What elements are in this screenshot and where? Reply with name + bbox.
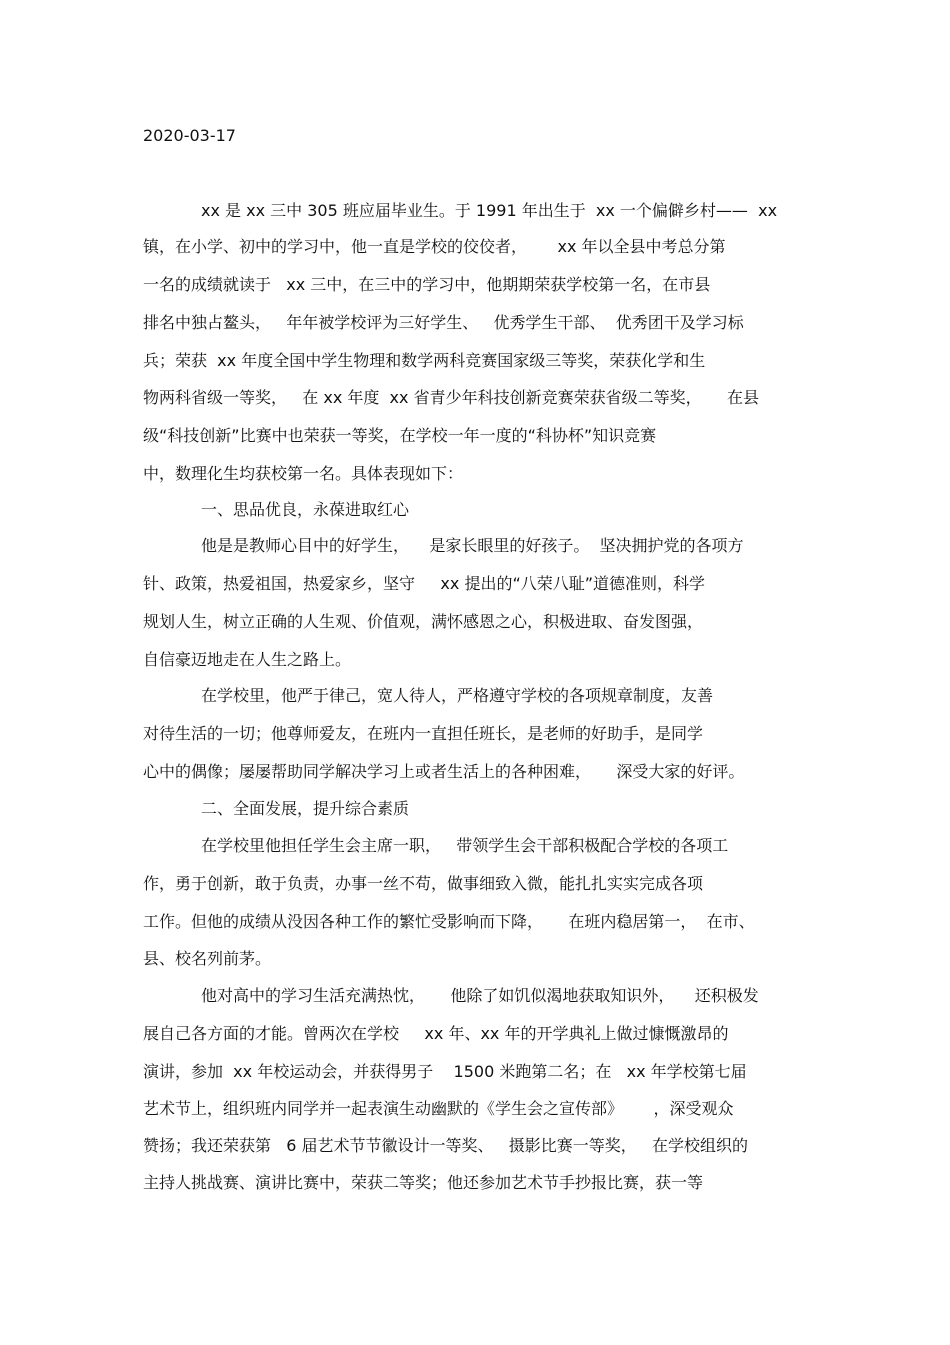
text-line: 主持人挑战赛、演讲比赛中，荣获二等奖；他还参加艺术节手抄报比赛，获一等 — [143, 1173, 704, 1192]
text-line: 级“科技创新”比赛中也荣获一等奖，在学校一年一度的“科协杯”知识竞赛 — [143, 426, 657, 445]
text-line: xx 是 xx 三中 305 班应届毕业生。于 1991 年出生于 xx 一个偏僻乡村—— xx — [201, 201, 778, 220]
text-line: 中，数理化生均获校第一名。具体表现如下： — [143, 464, 464, 483]
text-line: 排名中独占鳌头， 年年被学校评为三好学生、 优秀学生干部、 优秀团干及学习标 — [143, 313, 744, 332]
text-line: 对待生活的一切；他尊师爱友，在班内一直担任班长，是老师的好助手，是同学 — [143, 724, 704, 743]
section-heading: 二、全面发展，提升综合素质 — [201, 799, 410, 818]
text-line: 镇，在小学、初中的学习中，他一直是学校的佼佼者， xx 年以全县中考总分第 — [143, 237, 726, 256]
text-line: 工作。但他的成绩从没因各种工作的繁忙受影响而下降， 在班内稳居第一， 在市、 — [143, 912, 755, 931]
document-date: 2020-03-17 — [143, 126, 236, 145]
text-line: 心中的偶像；屡屡帮助同学解决学习上或者生活上的各种困难， 深受大家的好评。 — [143, 762, 745, 781]
text-line: 他是是教师心目中的好学生， 是家长眼里的好孩子。 坚决拥护党的各项方 — [201, 536, 744, 555]
section-heading: 一、思品优良，永葆进取红心 — [201, 500, 410, 519]
text-line: 县、校名列前茅。 — [143, 949, 272, 968]
text-line: 他对高中的学习生活充满热忱， 他除了如饥似渴地获取知识外， 还积极发 — [201, 986, 759, 1005]
text-line: 赞扬；我还荣获第 6 届艺术节节徽设计一等奖、 摄影比赛一等奖， 在学校组织的 — [143, 1136, 749, 1155]
text-line: 艺术节上，组织班内同学并一起表演生动幽默的《学生会之宣传部》 ，深受观众 — [143, 1099, 734, 1118]
text-line: 一名的成绩就读于 xx 三中，在三中的学习中，他期期荣获学校第一名，在市县 — [143, 275, 711, 294]
text-line: 展自己各方面的才能。曾两次在学校 xx 年、xx 年的开学典礼上做过慷慨激昂的 — [143, 1024, 729, 1043]
text-line: 在学校里他担任学生会主席一职， 带领学生会干部积极配合学校的各项工 — [201, 836, 729, 855]
text-line: 自信豪迈地走在人生之路上。 — [143, 650, 352, 669]
text-line: 规划人生，树立正确的人生观、价值观，满怀感恩之心，积极进取、奋发图强， — [143, 612, 704, 631]
text-line: 物两科省级一等奖， 在 xx 年度 xx 省青少年科技创新竞赛荣获省级二等奖， 在县 — [143, 388, 759, 407]
text-line: 在学校里，他严于律己，宽人待人，严格遵守学校的各项规章制度，友善 — [201, 686, 714, 705]
text-line: 兵；荣获 xx 年度全国中学生物理和数学两科竞赛国家级三等奖，荣获化学和生 — [143, 351, 706, 370]
text-line: 针、政策，热爱祖国，热爱家乡，坚守 xx 提出的“八荣八耻”道德准则，科学 — [143, 574, 706, 593]
text-line: 作，勇于创新，敢于负责，办事一丝不苟，做事细致入微，能扎扎实实完成各项 — [143, 874, 704, 893]
text-line: 演讲，参加 xx 年校运动会，并获得男子 1500 米跑第二名；在 xx 年学校第七届 — [143, 1062, 747, 1081]
